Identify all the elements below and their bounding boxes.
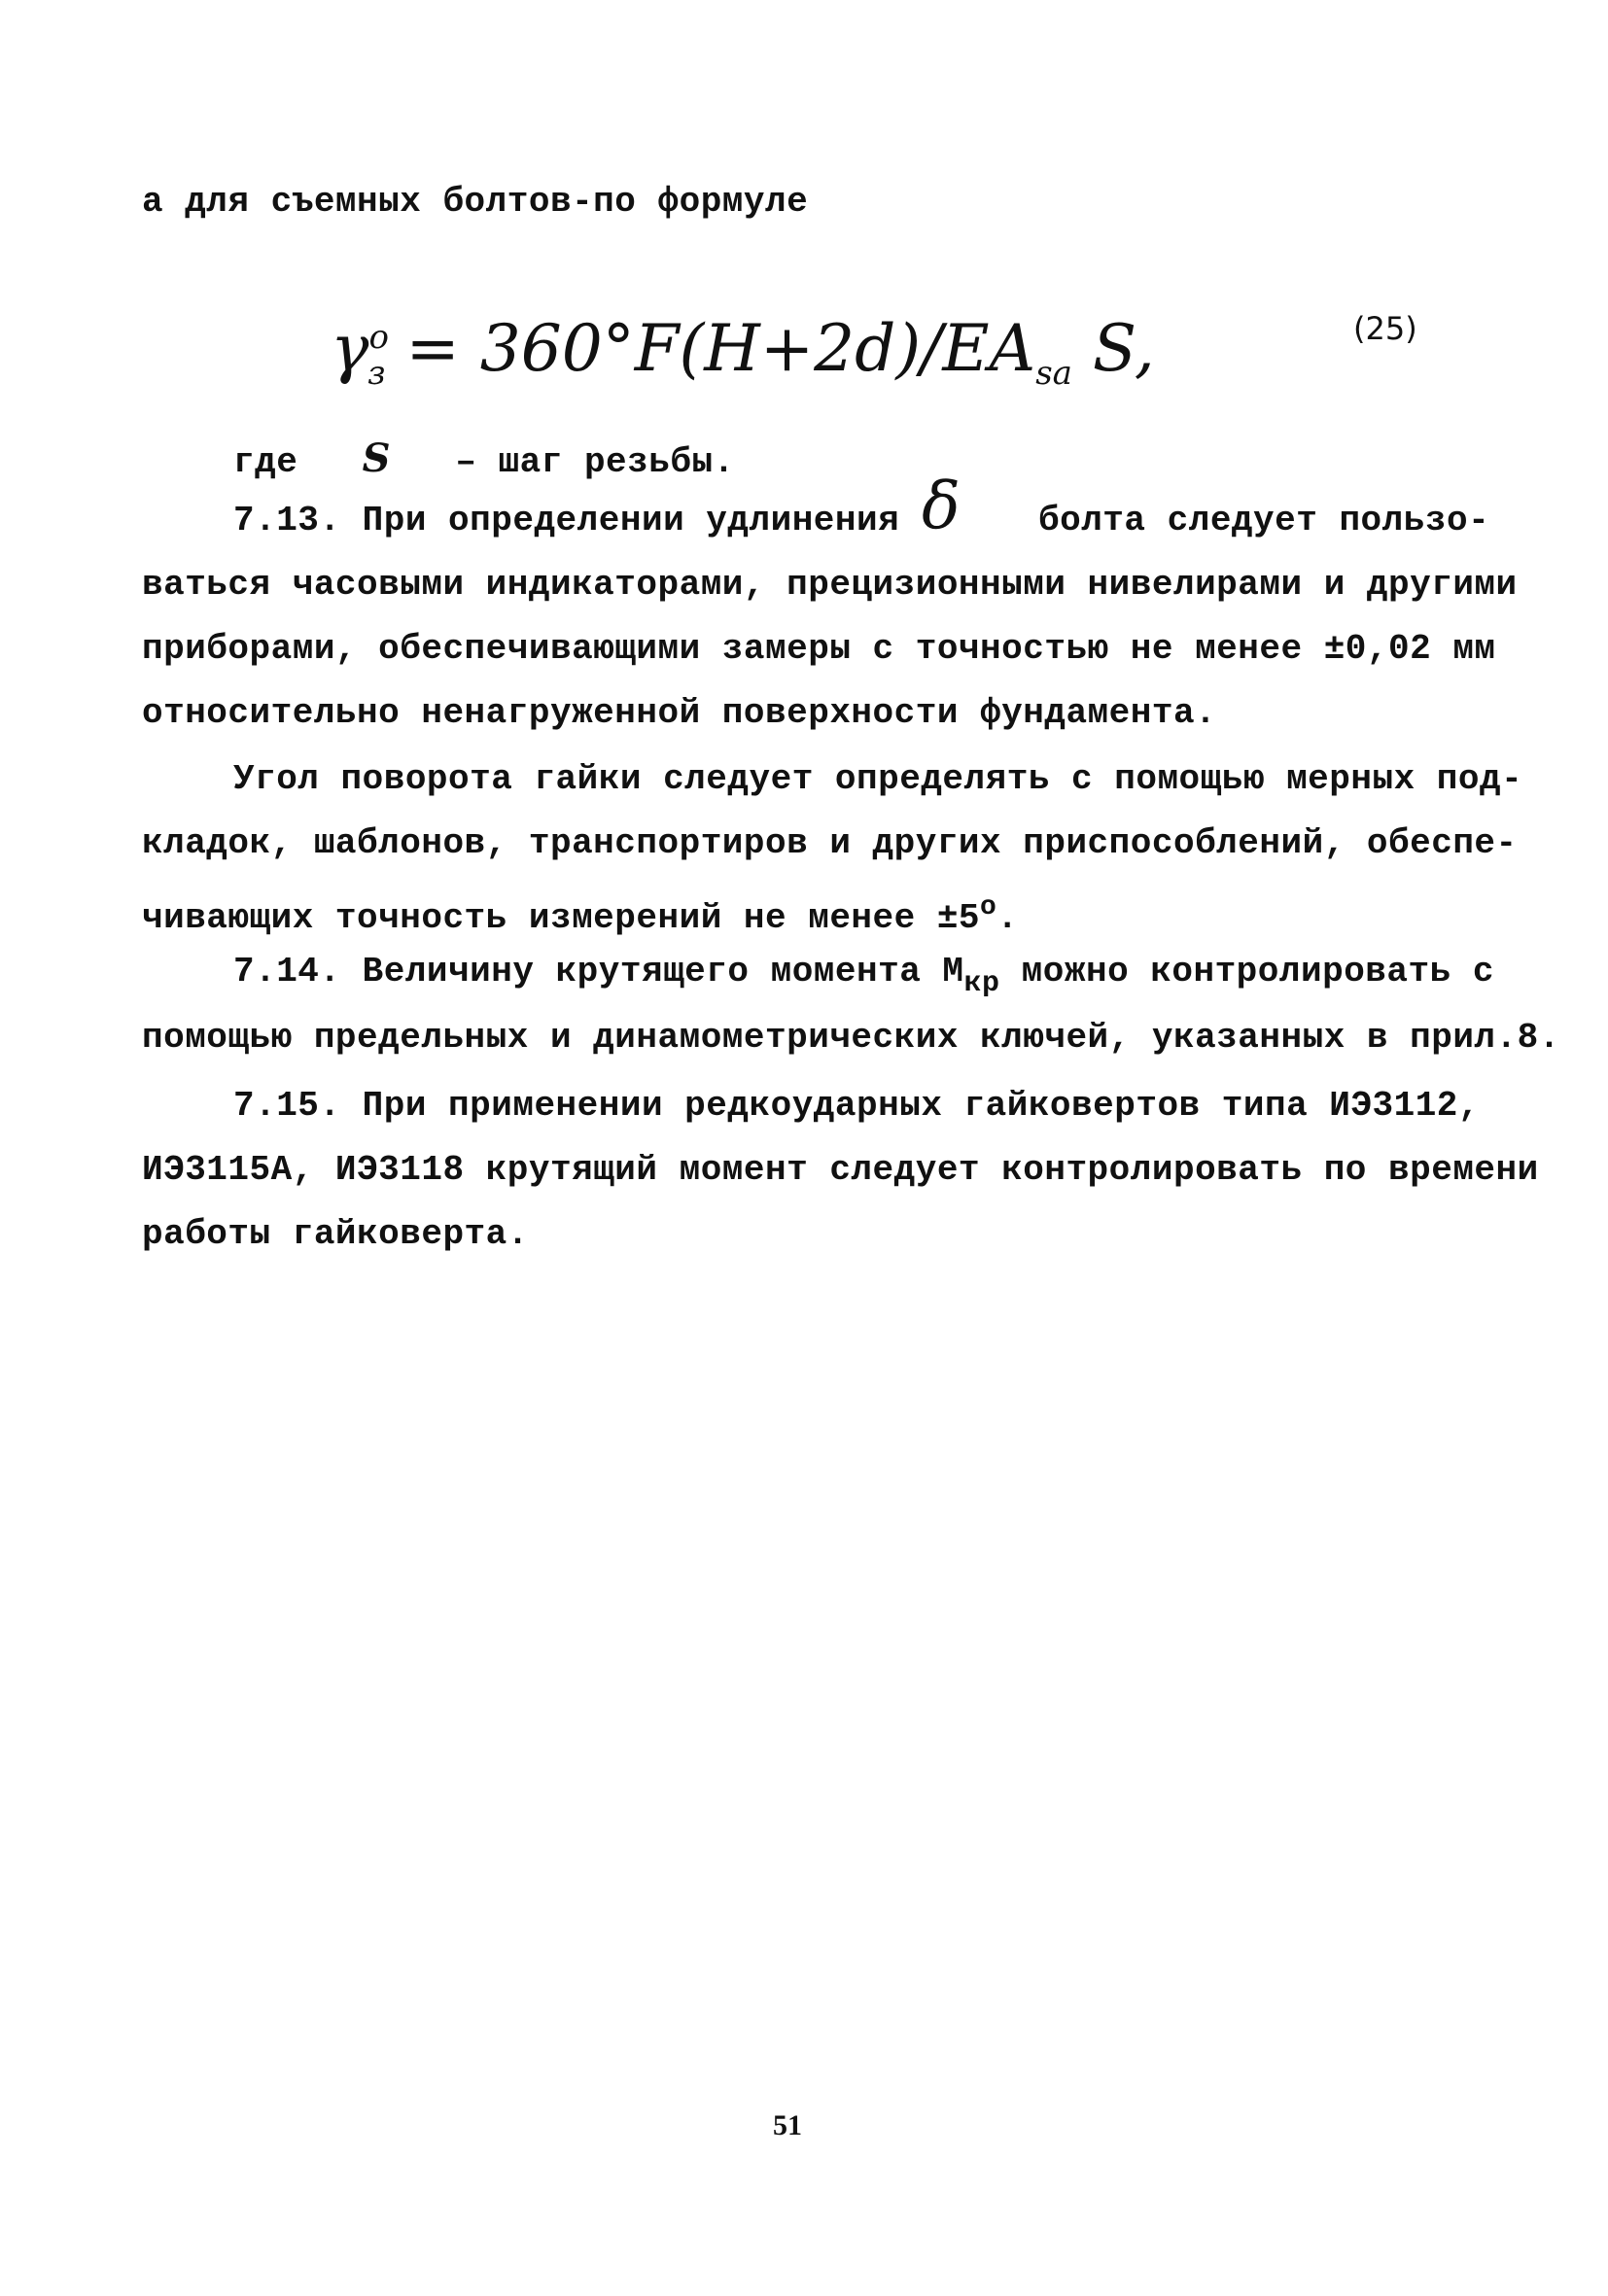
p713-line3: приборами, обеспечивающими замеры с точностью не менее ±0,02 мм xyxy=(142,629,1496,669)
p714-sub-kr: кр xyxy=(963,967,1000,1000)
formula-rhs-tail: S, xyxy=(1071,311,1155,386)
p713b-line3 xyxy=(142,887,1018,940)
p713-line1a: 7.13. При определении удлинения xyxy=(233,501,900,540)
p713-line2: ваться часовыми индикаторами, прецизионными нивелирами и другими xyxy=(142,565,1518,605)
p714-line2: помощью предельных и динамометрических ключей, указанных в прил.8. xyxy=(142,1018,1560,1058)
p714-line1-end: можно контролировать с xyxy=(999,952,1494,991)
formula-rhs: = 360°F(H+2d)/EA xyxy=(405,311,1036,386)
page-number: 51 xyxy=(773,2109,802,2141)
formula-lhs-sub: з xyxy=(367,354,386,394)
formula-expression xyxy=(331,294,1155,417)
where-prefix: где xyxy=(233,442,298,482)
intro-line: а для съемных болтов-по формуле xyxy=(142,182,809,222)
p713-line4: относительно ненагруженной поверхности фундамента. xyxy=(142,693,1217,733)
where-text: – шаг резьбы. xyxy=(455,442,735,482)
p713-line1b: болта следует пользо- xyxy=(1038,501,1490,540)
p713b-line3-text: чивающих точность измерений не менее ±5 xyxy=(142,898,981,938)
p714-line1 xyxy=(233,951,1494,1005)
formula-lhs-sup: о xyxy=(368,318,389,357)
delta-symbol: δ xyxy=(922,469,961,543)
formula-25 xyxy=(331,282,1206,408)
p715-line1: 7.15. При применении редкоударных гайковертов типа ИЭ3112, xyxy=(233,1086,1481,1126)
p715-line3: работы гайковерта. xyxy=(142,1214,529,1254)
degree-sup: о xyxy=(980,892,997,922)
where-line xyxy=(233,437,735,484)
p713b-line1: Угол поворота гайки следует определять с помощью мерных под- xyxy=(233,759,1523,799)
p714-line1-text: 7.14. Величину крутящего момента М xyxy=(233,952,964,991)
formula-rhs-sub: sa xyxy=(1035,354,1072,394)
formula-lhs-symbol: γ xyxy=(331,311,369,386)
p715-line2: ИЭ3115А, ИЭ3118 крутящий момент следует контролировать по времени xyxy=(142,1150,1539,1190)
p713b-line3-end: . xyxy=(996,898,1019,938)
where-symbol: S xyxy=(362,435,392,481)
equation-number: (25) xyxy=(1353,310,1417,347)
p713b-line2: кладок, шаблонов, транспортиров и других приспособлений, обеспе- xyxy=(142,823,1518,863)
